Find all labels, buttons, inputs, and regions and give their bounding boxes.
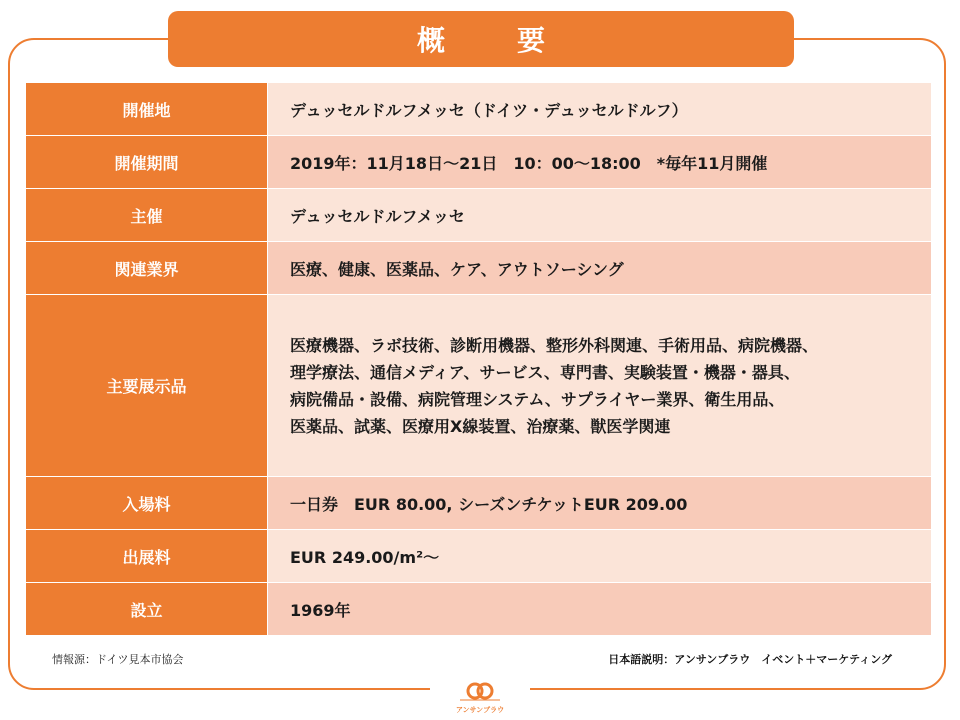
row-value: デュッセルドルフメッセ（ドイツ・デュッセルドルフ） [268, 83, 932, 136]
row-label: 関連業界 [26, 242, 268, 295]
row-label: 開催期間 [26, 136, 268, 189]
overview-table [25, 82, 932, 636]
row-label: 主催 [26, 189, 268, 242]
table-row [26, 477, 932, 530]
row-label: 設立 [26, 583, 268, 636]
exhibit-line: 医療機器、ラボ技術、診断用機器、整形外科関連、手術用品、病院機器、 [290, 335, 819, 355]
table-row [26, 83, 932, 136]
row-label: 入場料 [26, 477, 268, 530]
row-value [268, 295, 932, 477]
row-label: 開催地 [26, 83, 268, 136]
exhibit-line: 病院備品・設備、病院管理システム、サプライヤー業界、衛生用品、 [290, 389, 785, 409]
knot-logo-icon [460, 680, 500, 704]
row-value: 2019年：11月18日〜21日 10：00〜18:00 *毎年11月開催 [268, 136, 932, 189]
table-row [26, 242, 932, 295]
row-value: EUR 249.00/m²〜 [268, 530, 932, 583]
row-label: 出展料 [26, 530, 268, 583]
table-row [26, 583, 932, 636]
row-label: 主要展示品 [26, 295, 268, 477]
credit-note: 日本語説明：アンサンブラウ イベント＋マーケティング [608, 653, 892, 666]
table-row [26, 295, 932, 477]
table-row [26, 189, 932, 242]
table-row [26, 530, 932, 583]
logo-text: アンサンブラウ [455, 706, 505, 714]
row-value: デュッセルドルフメッセ [268, 189, 932, 242]
page-title: 概 要 [168, 11, 794, 67]
exhibit-line: 理学療法、通信メディア、サービス、専門書、実験装置・機器・器具、 [290, 362, 800, 382]
brand-logo [430, 678, 530, 720]
row-value: 医療、健康、医薬品、ケア、アウトソーシング [268, 242, 932, 295]
row-value: 1969年 [268, 583, 932, 636]
row-value: 一日券 EUR 80.00, シーズンチケットEUR 209.00 [268, 477, 932, 530]
table-row [26, 136, 932, 189]
exhibit-line: 医薬品、試薬、医療用X線装置、治療薬、獣医学関連 [290, 416, 671, 436]
source-note: 情報源：ドイツ見本市協会 [52, 653, 184, 666]
